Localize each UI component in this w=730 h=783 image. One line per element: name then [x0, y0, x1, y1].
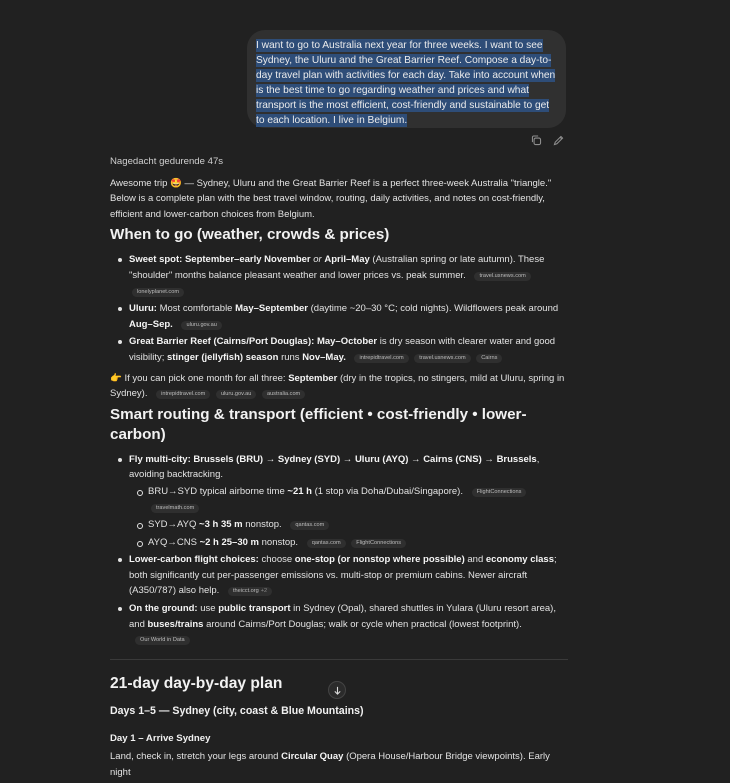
source-chip[interactable]: lonelyplanet.com [132, 288, 184, 297]
day-description: Land, check in, stretch your legs around Circular Quay (Opera House/Harbour Bridge viewpoints). Early night [110, 751, 550, 778]
source-chip[interactable]: FlightConnections [472, 488, 527, 497]
source-chip[interactable]: travel.usnews.com [414, 354, 470, 363]
pencil-icon[interactable] [552, 134, 565, 147]
copy-icon[interactable] [530, 134, 543, 147]
source-chip[interactable]: intrepidtravel.com [156, 390, 210, 399]
source-chip[interactable]: intrepidtravel.com [354, 354, 408, 363]
plan-heading: 21-day day-by-day plan [110, 674, 283, 692]
thought-duration-label[interactable]: Nagedacht gedurende 47s [110, 156, 224, 167]
source-chip[interactable]: FlightConnections [351, 539, 406, 548]
source-chip[interactable]: qantas.com [290, 521, 329, 530]
tip-paragraph: 👉 If you can pick one month for all three: September (dry in the tropics, no stingers, mild at Uluru, spring in Sydney). intrepidtravel.com uluru.gov.au australia.com [110, 372, 565, 400]
source-chip[interactable]: australia.com [262, 390, 305, 399]
pointing-hand-emoji-icon: 👉 [110, 372, 122, 384]
list-item: SYD→AYQ ~3 h 35 m nonstop. qantas.com [148, 517, 568, 533]
source-chip[interactable]: theicct.org +2 [228, 587, 272, 596]
message-actions [530, 134, 565, 147]
source-chip[interactable]: uluru.gov.au [181, 321, 221, 330]
list-item: Great Barrier Reef (Cairns/Port Douglas): May–October is dry season with clearer water and good visibility; stinger (jellyfish) season runs Nov–May. intrepidtravel.com travel.usnews.com Cairns [129, 334, 568, 365]
star-struck-emoji-icon: 🤩 [170, 177, 182, 189]
section-divider [110, 659, 568, 660]
routing-list [110, 452, 568, 648]
source-chip[interactable]: travelmath.com [151, 504, 199, 513]
when-to-go-list [110, 252, 568, 365]
user-message-text: I want to go to Australia next year for three weeks. I want to see Sydney, the Uluru and the Great Barrier Reef. Compose a day-to-day travel plan with activities for each day. Take into account when is the best time to go regarding weather and prices and what transport is the most efficient, cost-friendly and sustainable to get to each location. I live in Belgium. [256, 40, 556, 126]
when-to-go-heading: When to go (weather, crowds & prices) [110, 226, 390, 244]
routing-heading: Smart routing & transport (efficient • cost-friendly • lower-carbon) [110, 405, 527, 443]
list-item: Uluru: Most comfortable May–September (daytime ~20–30 °C; cold nights). Wildflowers peak around Aug–Sep. uluru.gov.au [129, 301, 568, 332]
source-chip[interactable]: travel.usnews.com [474, 272, 530, 281]
list-item: AYQ→CNS ~2 h 25–30 m nonstop. qantas.com FlightConnections [148, 535, 568, 551]
list-item: On the ground: use public transport in Sydney (Opal), shared shuttles in Yulara (Uluru resort area), and buses/trains around Cairns/Port Douglas; walk or cycle when practical (lowest footprint). Our World in Data [129, 601, 568, 648]
day-title: Day 1 – Arrive Sydney [110, 733, 211, 745]
list-item: BRU→SYD typical airborne time ~21 h (1 stop via Doha/Dubai/Singapore). FlightConnections travelmath.com [148, 484, 568, 515]
arrow-down-icon [333, 686, 342, 695]
list-item: Sweet spot: September–early November or April–May (Australian spring or late autumn). These "shoulder" months balance pleasant weather and lower prices vs. peak summer. travel.usnews.com lonelyplanet.com [129, 252, 568, 299]
source-chip[interactable]: Our World in Data [135, 636, 190, 645]
days-heading: Days 1–5 — Sydney (city, coast & Blue Mountains) [110, 704, 364, 717]
intro-paragraph: Awesome trip 🤩 — Sydney, Uluru and the Great Barrier Reef is a perfect three-week Australia "triangle." Below is a complete plan with the best travel window, routing, daily activities, and notes on cost-friendly, efficient and lower-carbon choices from Belgium. [110, 177, 552, 220]
source-chip[interactable]: Cairns [476, 354, 502, 363]
source-chip[interactable]: uluru.gov.au [216, 390, 256, 399]
user-message-bubble [247, 30, 566, 128]
scroll-to-bottom-button[interactable] [328, 681, 346, 699]
source-chip[interactable]: qantas.com [307, 539, 346, 548]
list-item: Fly multi-city: Brussels (BRU) → Sydney (SYD) → Uluru (AYQ) → Cairns (CNS) → Brussels, avoiding backtracking. BRU→SYD typical airborne time ~21 h (1 stop via Doha/Dubai/Singapore). FlightConnections travelmath.com SYD→AYQ ~3 h 35 m nonstop. qantas.com AYQ→CNS ~2 h 25–30 m nonstop. qantas.com FlightConnections [129, 452, 568, 551]
flight-legs-list [129, 484, 568, 550]
list-item: Lower-carbon flight choices: choose one-stop (or nonstop where possible) and economy class; both significantly cut per-passenger emissions vs. multi-stop or premium cabins. Newer aircraft (A350/787) also help. theicct.org +2 [129, 552, 568, 599]
